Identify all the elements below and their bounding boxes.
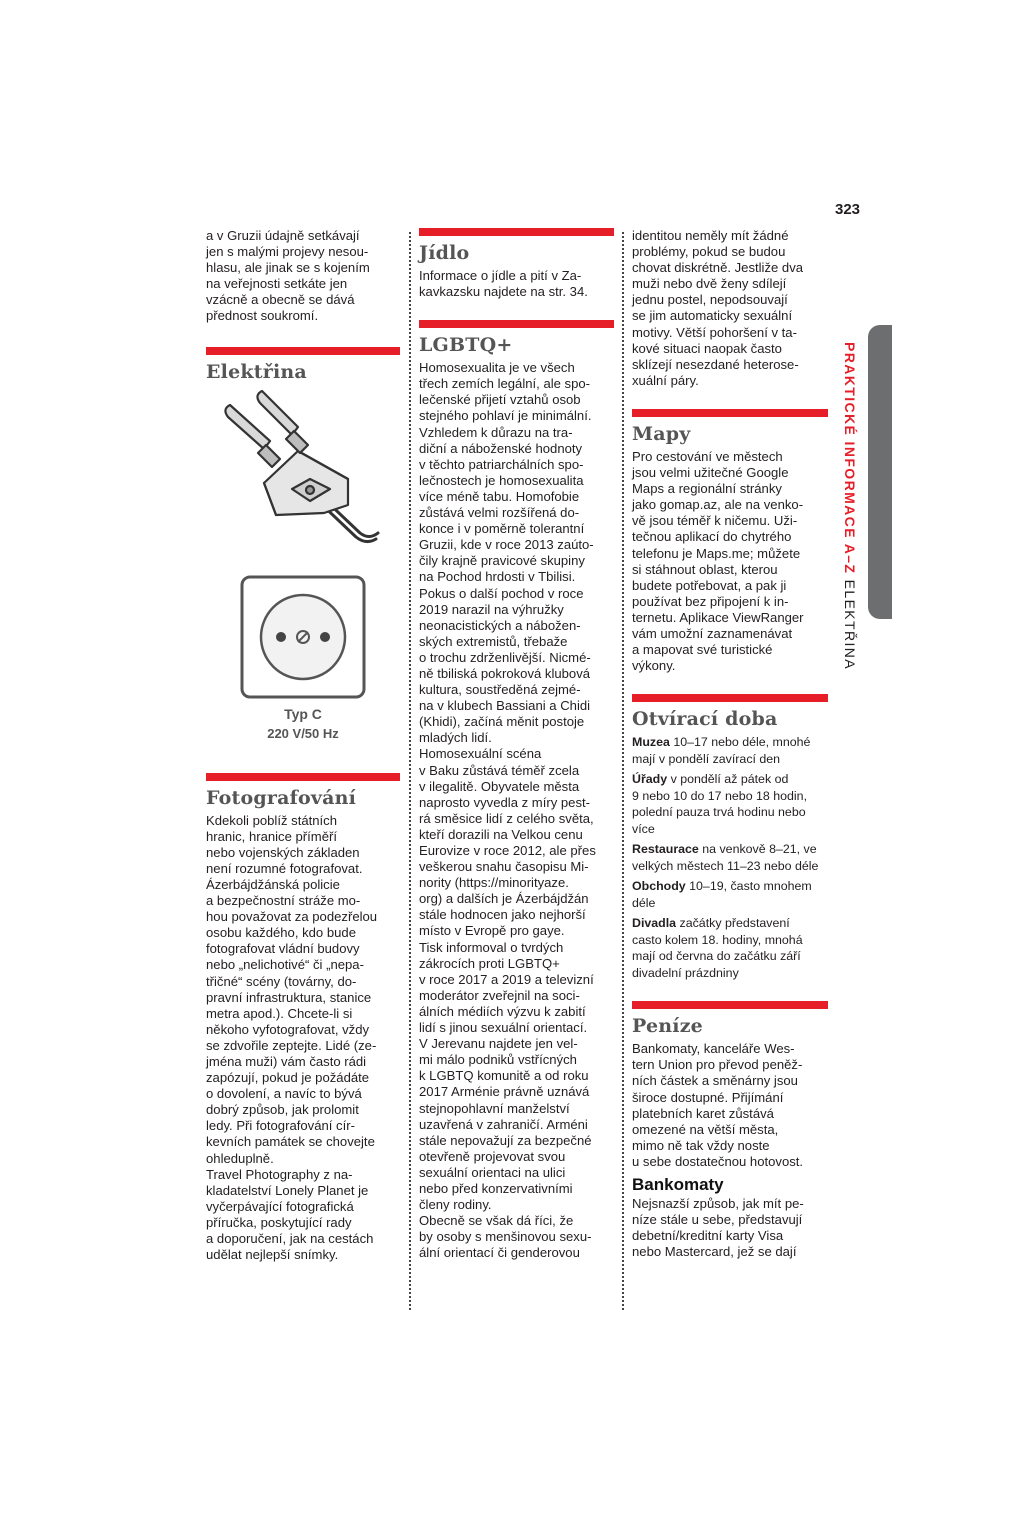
page-number: 323 — [835, 201, 861, 218]
hours-entry — [632, 915, 828, 981]
atm-paragraph: Nejsnazší způsob, jak mít pe- níze stále u sebe, představují debetní/kreditní karty Visa nebo Mastercard, jež se dají — [632, 1196, 804, 1260]
section-heading-jidlo: Jídlo — [419, 242, 470, 264]
section-heading-mapy: Mapy — [632, 422, 691, 445]
column-divider — [622, 232, 624, 1310]
hours-desc: na venkově 8–21, ve velkých městech 11–23 nebo déle — [632, 842, 819, 873]
section-heading-penize: Peníze — [632, 1015, 703, 1038]
hours-desc: v pondělí až pátek od 9 nebo 10 do 17 nebo 18 hodin, polední pauza trvá hodinu nebo více — [632, 772, 808, 836]
photo-paragraph-2: Travel Photography z na- kladatelství Lonely Planet je vyčerpávající fotografická příručka, poskytující rady a doporučení, jak na cestách udělat nejlepší snímky. — [206, 1166, 374, 1263]
plug-icon — [206, 387, 400, 563]
hours-entry — [632, 734, 828, 767]
photo-paragraph-1: Kdekoli poblíž státních hranic, hranice příměří nebo vojenských základen není rozumné fotografovat. Ázerbájdžánská policie a bezpečnostní stráže mo- hou považovat za podezřelou osobu každého, kdo bude fotografovat vládní budovy nebo „nelichotivé“ či „nepa- třičné“ scény (továrny, do- pravní infrastruktura, stanice metra apod.). Chcete-li si někoho vyfotografovat, vždy se zdvořile zeptejte. Lidé (ze- jména muži) vám často rádi zapózují, pokud je požádáte o dovolení, a navíc to bývá dobrý způsob, jak prolomit ledy. Při fotografování cír- kevních památek se chovejte ohleduplně. — [206, 812, 378, 1166]
section-tab — [868, 325, 892, 619]
column-divider — [409, 232, 411, 1310]
section-rule — [632, 409, 828, 417]
section-label — [840, 342, 860, 682]
hours-term: Restaurace — [632, 842, 699, 857]
column-2 — [419, 228, 614, 1261]
hours-desc: začátky představení casto kolem 18. hodiny, mnohá mají od června do začátku září divadelní prázdniny — [632, 916, 803, 980]
section-rule — [206, 773, 400, 781]
section-heading-lgbtq: LGBTQ+ — [419, 334, 513, 357]
section-label-main: PRAKTICKÉ INFORMACE A–Z — [842, 342, 858, 575]
hours-term: Obchody — [632, 879, 686, 894]
section-rule — [419, 320, 614, 328]
lgbtq-paragraph-3: V Jerevanu najdete jen vel- mi málo podniků vstřícných k LGBTQ komunitě a od roku 2017 Arménie právně uznává stejnopohlavní manželství uzavřená v zahraničí. Arméni stále nepovažují za bezpečné otevřeně projevovat svou sexuální orientaci na ulici nebo před konzervativními členy rodiny. — [419, 1036, 592, 1213]
subheading-bankomaty: Bankomaty — [632, 1175, 724, 1194]
section-rule — [632, 694, 828, 702]
hours-entry — [632, 771, 828, 837]
socket-icon — [240, 575, 366, 699]
socket-type-caption: Typ C — [284, 705, 322, 722]
maps-paragraph: Pro cestování ve městech jsou velmi užitečné Google Maps a regionální stránky jako gomap.az, ale na venko- vě jsou téměř k ničemu. Uži- tečnou aplikací do chytrého telefonu je Maps.me; můžete si stáhnout oblast, kterou budete potřebovat, a pak ji používat bez připojení k in- ternetu. Aplikace ViewRanger vám umožní zaznamenávat a mapovat své turistické výkony. — [632, 448, 804, 674]
hours-desc: 10–19, často mnohem déle — [632, 879, 812, 910]
hours-entry — [632, 841, 828, 874]
intro-paragraph: a v Gruzii údajně setkávají jen s malými projevy nesou- hlasu, ale jinak se s kojením na veřejnosti setkáte jen vzácně a obecně se dává přednost soukromí. — [206, 228, 370, 324]
socket-spec-caption: 220 V/50 Hz — [267, 725, 339, 741]
section-heading-oteviraci-doba: Otvírací doba — [632, 708, 778, 731]
lgbtq-paragraph-1: Homosexualita je ve všech třech zemích legální, ale spo- lečenské přijetí vztahů osob stejného pohlaví je minimální. Vzhledem k důrazu na tra- diční a náboženské hodnoty v těchto patriarchálních spo- lečnostech je homosexualita více méně tabu. Homofobie zůstává velmi rozšířená do- konce i v poměrně tolerantní Gruzii, kde v roce 2013 zaúto- čily krajně pravicové skupiny na Pochod hrdosti v Tbilisi. Pokus o další pochod v roce 2019 narazil na výhružky neonacistických a nábožen- ských extremistů, třebaže o trochu zdrženlivější. Nicmé- ně tbiliská pokroková klubová kultura, soustředěná zejmé- na v klubech Bassiani a Chidi (Khidi), začíná měnit postoje mladých lidí. — [419, 360, 594, 746]
section-rule — [632, 1001, 828, 1009]
section-rule — [206, 347, 400, 355]
lgbtq-paragraph-2: Homosexuální scéna v Baku zůstává téměř zcela v ilegalitě. Obyvatele města naprosto vyvedla z míry pest- rá směsice lidí z celého světa, kteří dorazili na Velkou cenu Eurovize v roce 2012, ale přes veškerou snahu časopisu Mi- nority (https://minorityaze. org) a dalších je Ázerbájdžán stále hodnocen jako nejhorší místo v Evropě pro gaye. Tisk informoval o tvrdých zákrocích proti LGBTQ+ v roce 2017 a 2019 a televizní moderátor zveřejnil na soci- álních médiích výzvu k zabití lidí s jinou sexuální orientací. — [419, 746, 596, 1036]
section-rule — [419, 228, 614, 236]
hours-term: Divadla — [632, 916, 677, 931]
lgbtq-continued-paragraph: identitou neměly mít žádné problémy, pokud se budou chovat diskrétně. Jestliže dva muži nebo dvě ženy sdílejí jednu postel, nepodsouvají se jim automaticky sexuální motivy. Větší pohoršení v ta- kové situaci naopak často sklízejí nesezdané heterose- xuální páry. — [632, 228, 804, 388]
section-heading-fotografovani: Fotografování — [206, 786, 357, 809]
hours-desc: 10–17 nebo déle, mnohé mají v pondělí zavírací den — [632, 735, 811, 766]
hours-term: Muzea — [632, 735, 670, 750]
column-1 — [206, 228, 400, 1263]
section-label-current: ELEKTŘINA — [842, 574, 858, 671]
food-paragraph: Informace o jídle a pití v Za- kavkazsku najdete na str. 34. — [419, 268, 588, 300]
money-paragraph: Bankomaty, kanceláře Wes- tern Union pro převod peněž- ních částek a směnárny jsou široce dostupné. Přijímání platebních karet zůstává omezené na větší města, mimo ně tak vždy noste u sebe dostatečnou hotovost. — [632, 1041, 804, 1169]
column-3 — [632, 228, 828, 1260]
hours-entry — [632, 878, 828, 911]
hours-term: Úřady — [632, 772, 668, 787]
section-heading-elektrina: Elektřina — [206, 360, 307, 383]
lgbtq-paragraph-4: Obecně se však dá říci, že by osoby s menšinovou sexu- ální orientací či genderovou — [419, 1213, 592, 1261]
